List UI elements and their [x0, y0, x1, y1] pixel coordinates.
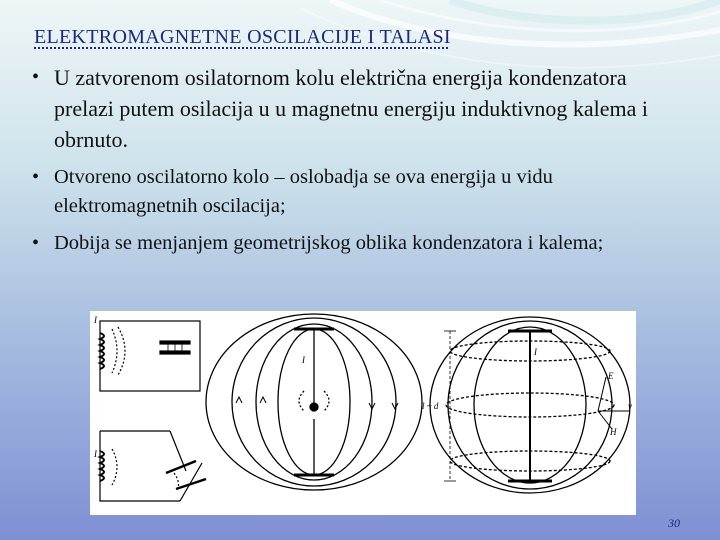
- opening-circuit-diagram: [100, 431, 206, 501]
- page-number: 30: [668, 516, 680, 530]
- current-label-bottom: I: [94, 449, 97, 459]
- antenna-radiation-diagram: [430, 317, 630, 493]
- current-label-antenna: I: [302, 355, 305, 365]
- slide-title: ELEKTROMAGNETNE OSCILACIJE I TALASI: [34, 26, 451, 48]
- electric-field-label: E: [608, 371, 614, 381]
- closed-circuit-diagram: [100, 321, 200, 391]
- velocity-label: v: [628, 401, 632, 411]
- dipole-field-diagram: [206, 314, 422, 490]
- current-label-right: I: [534, 347, 537, 357]
- bullet-item: • Dobija se menjanjem geometrijskog oblika kondenzatora i kalema;: [30, 229, 690, 258]
- bullet-list: [30, 62, 690, 266]
- bullet-item: • Otvoreno oscilatorno kolo – oslobadja se ova energija u vidu elektromagnetnih oscilacija;: [30, 163, 690, 221]
- bullet-item: • U zatvorenom osilatornom kolu električna energija kondenzatora prelazi putem osilacija u u magnetnu energiju induktivnog kalema i obrnuto.: [30, 62, 690, 155]
- oscillator-figure: [90, 311, 636, 515]
- magnetic-field-label: H: [610, 427, 617, 437]
- length-label: l ~ d: [422, 401, 439, 411]
- current-label-top: I: [94, 315, 97, 325]
